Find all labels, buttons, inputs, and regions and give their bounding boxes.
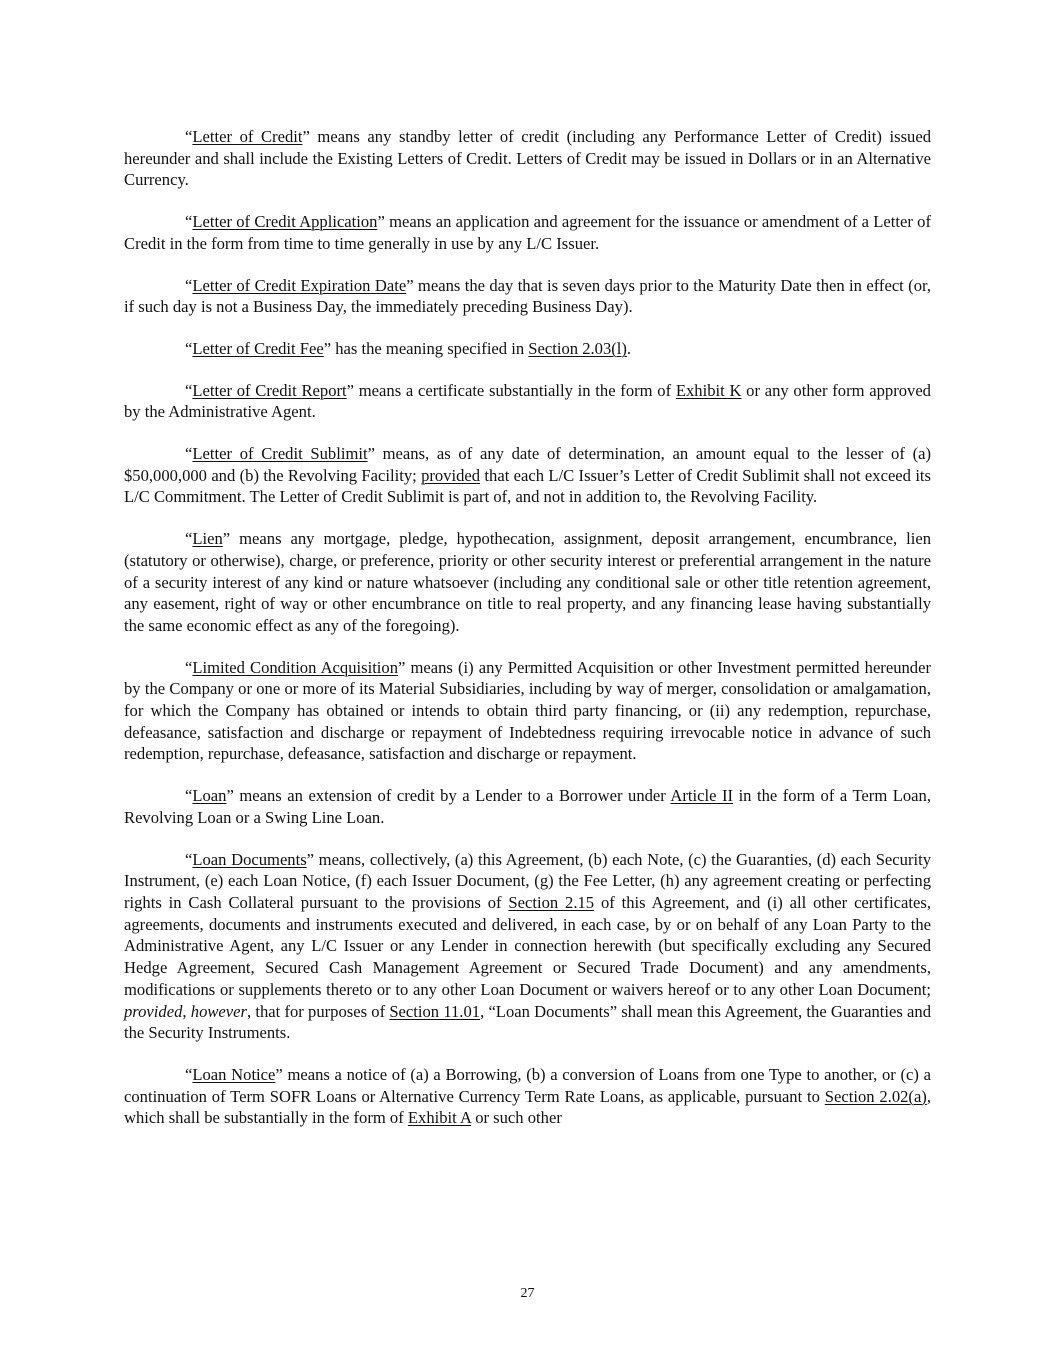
defined-term: Letter of Credit Sublimit bbox=[192, 444, 368, 464]
cross-reference-link[interactable]: Section 2.03(l) bbox=[528, 338, 627, 358]
text-run: ” means a certificate substantially in the form of bbox=[346, 380, 676, 400]
text-run: in the form of a Term Loan, Revolving Loan or a Swing Line Loan. bbox=[124, 786, 931, 827]
def-letter-of-credit-application bbox=[124, 211, 931, 254]
defined-term: Letter of Credit Report bbox=[192, 380, 347, 400]
text-run: . bbox=[626, 338, 632, 358]
defined-term: Loan Notice bbox=[192, 1064, 276, 1084]
cross-reference-link[interactable]: Exhibit A bbox=[407, 1108, 472, 1128]
defined-term: Letter of Credit Expiration Date bbox=[192, 275, 407, 295]
defined-term: Letter of Credit bbox=[192, 127, 303, 146]
text-run: , that for purposes of bbox=[246, 1001, 390, 1021]
cross-reference-link[interactable]: Exhibit K bbox=[675, 380, 742, 400]
text-run: ” means any standby letter of credit (including any Performance Letter of Credit) issued hereunder and shall include the Existing Letters of Credit. Letters of Credit may be issued in Dollars or in an Alternative Currency. bbox=[124, 127, 931, 190]
defined-term: Lien bbox=[192, 529, 223, 549]
text-run: ” means any mortgage, pledge, hypothecation, assignment, deposit arrangement, encumbrance, lien (statutory or otherwise), charge, or preference, priority or other security interest or preferential arrangement in the nature of a security interest of any kind or nature whatsoever (including any conditional sale or other title retention agreement, any easement, right of way or other encumbrance on title to real property, and any financing lease having substantially the same economic effect as any of the foregoing). bbox=[124, 529, 931, 635]
text-run: , “Loan Documents” shall mean this Agreement, the Guaranties and the Security Instruments. bbox=[124, 1001, 931, 1043]
text-run: ” means, collectively, (a) this Agreement, (b) each Note, (c) the Guaranties, (d) each Security Instrument, (e) each Loan Notice, (f) each Issuer Document, (g) the Fee Letter, (h) any agreement creating or perfecting rights in Cash Collateral pursuant to the provisions of bbox=[124, 849, 931, 912]
text-run: “ bbox=[185, 786, 193, 806]
def-letter-of-credit bbox=[124, 126, 931, 191]
cross-reference-link[interactable]: Section 2.02(a) bbox=[824, 1086, 927, 1106]
defined-term: Limited Condition Acquisition bbox=[192, 657, 399, 677]
text-run: ” means (i) any Permitted Acquisition or other Investment permitted hereunder by the Company or one or more of its Material Subsidiaries, including by way of merger, consolidation or amalgamation, for which the Company has obtained or intends to obtain third party financing, or (ii) any redemption, repurchase, defeasance, satisfaction and discharge or repayment of Indebtedness requiring irrevocable notice in advance of such redemption, repurchase, defeasance, satisfaction and discharge or repayment. bbox=[124, 657, 931, 764]
text-run: of this Agreement, and (i) all other certificates, agreements, documents and instruments executed and delivered, in each case, by or on behalf of any Loan Party to the Administrative Agent, any L/C Issuer or any Lender in connection herewith (but specifically excluding any Secured Hedge Agreement, Secured Cash Management Agreement or Secured Trade Document) and any amendments, modifications or supplements thereto or to any other Loan Document or waivers hereof or to any other Loan Document; bbox=[124, 892, 931, 999]
text-run: ” means, as of any date of determination, an amount equal to the lesser of (a) $50,000,000 and (b) the Revolving Facility; bbox=[124, 444, 931, 485]
cross-reference-link[interactable]: Section 2.15 bbox=[508, 892, 595, 912]
cross-reference-link[interactable]: Section 11.01 bbox=[389, 1001, 481, 1021]
text-run: “ bbox=[185, 212, 193, 232]
italic-term: provided bbox=[124, 1001, 183, 1021]
text-run: , bbox=[182, 1001, 191, 1021]
definitions-body bbox=[124, 126, 931, 1149]
text-run: “ bbox=[185, 444, 193, 464]
text-run: “ bbox=[185, 1064, 193, 1084]
defined-term: provided bbox=[421, 465, 481, 485]
defined-term: Loan bbox=[192, 786, 227, 806]
def-limited-condition-acquisition bbox=[124, 657, 931, 766]
text-run: or such other bbox=[471, 1108, 562, 1128]
cross-reference-link[interactable]: Article II bbox=[670, 786, 734, 806]
def-loan-documents bbox=[124, 849, 931, 1044]
italic-term: however bbox=[190, 1001, 247, 1021]
text-run: “ bbox=[185, 380, 193, 400]
text-run: “ bbox=[185, 127, 193, 146]
text-run: or any other form approved by the Administrative Agent. bbox=[124, 380, 931, 422]
text-run: ” has the meaning specified in bbox=[323, 338, 529, 358]
text-run: “ bbox=[185, 275, 193, 295]
text-run: ” means an application and agreement for the issuance or amendment of a Letter of Credit in the form from time to time generally in use by any L/C Issuer. bbox=[124, 212, 931, 253]
def-letter-of-credit-fee bbox=[124, 338, 931, 360]
text-run: ” means an extension of credit by a Lender to a Borrower under bbox=[226, 786, 671, 806]
text-run: , which shall be substantially in the form of bbox=[124, 1086, 931, 1128]
def-loan-notice bbox=[124, 1064, 931, 1129]
defined-term: Letter of Credit Fee bbox=[192, 338, 324, 358]
page-number: 27 bbox=[520, 1286, 535, 1301]
def-letter-of-credit-sublimit bbox=[124, 443, 931, 508]
text-run: that each L/C Issuer’s Letter of Credit Sublimit shall not exceed its L/C Commitment. The Letter of Credit Sublimit is part of, and not in addition to, the Revolving Facility. bbox=[124, 465, 931, 507]
text-run: ” means a notice of (a) a Borrowing, (b) a conversion of Loans from one Type to another, or (c) a continuation of Term SOFR Loans or Alternative Currency Term Rate Loans, as applicable, pursuant to bbox=[124, 1064, 931, 1106]
text-run: “ bbox=[185, 338, 193, 358]
text-run: “ bbox=[185, 657, 193, 677]
defined-term: Letter of Credit Application bbox=[192, 212, 378, 232]
def-letter-of-credit-report bbox=[124, 380, 931, 423]
def-lien bbox=[124, 528, 931, 637]
text-run: “ bbox=[185, 849, 193, 869]
text-run: “ bbox=[185, 529, 193, 549]
def-loan bbox=[124, 785, 931, 828]
text-run: ” means the day that is seven days prior to the Maturity Date then in effect (or, if such day is not a Business Day, the immediately preceding Business Day). bbox=[124, 275, 932, 317]
def-letter-of-credit-expiration-date bbox=[124, 275, 931, 318]
defined-term: Loan Documents bbox=[192, 849, 307, 869]
